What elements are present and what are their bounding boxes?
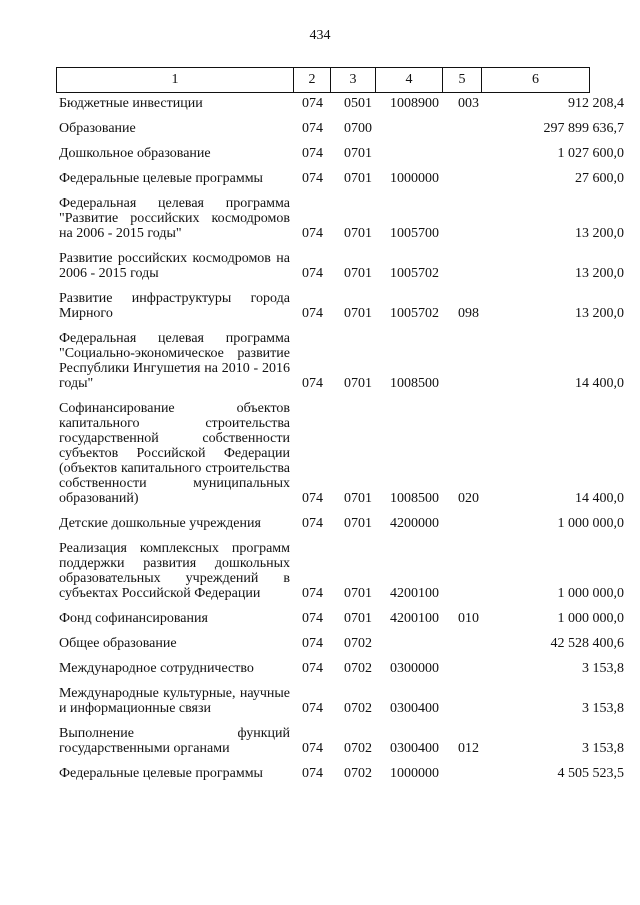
table-row [0,401,640,506]
table-row [0,171,640,186]
row-name: Дошкольное образование [59,146,211,161]
row-col-2: 074 [302,121,323,136]
row-amount: 14 400,0 [575,376,624,391]
row-col-3: 0701 [344,586,372,601]
row-amount: 42 528 400,6 [550,636,624,651]
row-amount: 1 000 000,0 [557,586,624,601]
row-name: Развитие инфраструктуры города Мирного [59,291,290,321]
header-col-6: 6 [482,68,590,93]
row-col-2: 074 [302,491,323,506]
budget-table-body [0,96,640,791]
row-name: Международное сотрудничество [59,661,254,676]
header-col-2: 2 [294,68,331,93]
row-name: Фонд софинансирования [59,611,208,626]
row-col-2: 074 [302,306,323,321]
row-name: Развитие российских космодромов на 2006 - 2015 годы [59,251,290,281]
row-amount: 3 153,8 [582,741,624,756]
row-col-4: 4200000 [390,516,439,531]
row-col-2: 074 [302,171,323,186]
row-col-2: 074 [302,741,323,756]
row-amount: 1 027 600,0 [557,146,624,161]
row-col-4: 1005702 [390,306,439,321]
row-amount: 13 200,0 [575,306,624,321]
row-col-3: 0700 [344,121,372,136]
row-amount: 1 000 000,0 [557,611,624,626]
row-col-3: 0501 [344,96,372,111]
table-row [0,251,640,281]
row-col-5: 012 [458,741,479,756]
row-amount: 912 208,4 [568,96,624,111]
row-name: Выполнение функций государственными органами [59,726,290,756]
row-col-3: 0702 [344,636,372,651]
row-col-4: 0300000 [390,661,439,676]
table-row [0,196,640,241]
row-amount: 4 505 523,5 [557,766,624,781]
row-col-3: 0702 [344,741,372,756]
row-col-2: 074 [302,661,323,676]
row-col-4: 1000000 [390,171,439,186]
table-row [0,766,640,781]
row-col-2: 074 [302,586,323,601]
row-col-2: 074 [302,636,323,651]
row-col-3: 0701 [344,611,372,626]
row-col-2: 074 [302,516,323,531]
row-col-5: 003 [458,96,479,111]
row-col-2: 074 [302,266,323,281]
row-amount: 13 200,0 [575,266,624,281]
row-amount: 13 200,0 [575,226,624,241]
header-col-3: 3 [331,68,376,93]
row-col-3: 0701 [344,491,372,506]
row-col-4: 4200100 [390,611,439,626]
row-col-4: 1005700 [390,226,439,241]
row-col-5: 020 [458,491,479,506]
row-col-3: 0701 [344,146,372,161]
row-amount: 1 000 000,0 [557,516,624,531]
row-name: Образование [59,121,136,136]
column-header-table [56,67,590,93]
row-col-2: 074 [302,96,323,111]
row-col-2: 074 [302,611,323,626]
row-col-3: 0701 [344,516,372,531]
row-amount: 27 600,0 [575,171,624,186]
row-name: Федеральная целевая программа "Социально-экономическое развитие Республики Ингушетия на 2010 - 2016 годы" [59,331,290,391]
row-amount: 297 899 636,7 [543,121,624,136]
row-name: Общее образование [59,636,177,651]
header-col-1: 1 [57,68,294,93]
row-col-3: 0702 [344,701,372,716]
row-col-5: 010 [458,611,479,626]
table-row [0,636,640,651]
row-name: Софинансирование объектов капитального строительства государственной собственности субъектов Российской Федерации (объектов капитального строительства собственности муниципальных образований) [59,401,290,506]
table-row [0,516,640,531]
table-row [0,146,640,161]
row-col-3: 0701 [344,226,372,241]
row-col-5: 098 [458,306,479,321]
row-col-4: 1008500 [390,491,439,506]
table-row [0,611,640,626]
row-col-3: 0701 [344,306,372,321]
row-col-4: 1005702 [390,266,439,281]
table-row [0,291,640,321]
row-col-4: 1000000 [390,766,439,781]
table-row [0,686,640,716]
row-col-4: 1008500 [390,376,439,391]
row-col-2: 074 [302,376,323,391]
row-col-3: 0702 [344,661,372,676]
table-row [0,541,640,601]
row-col-2: 074 [302,146,323,161]
row-col-2: 074 [302,701,323,716]
table-row [0,121,640,136]
table-row [0,96,640,111]
table-row [0,726,640,756]
header-col-5: 5 [443,68,482,93]
row-col-2: 074 [302,766,323,781]
row-col-3: 0701 [344,171,372,186]
row-name: Федеральные целевые программы [59,171,263,186]
row-col-3: 0701 [344,376,372,391]
row-name: Бюджетные инвестиции [59,96,203,111]
row-amount: 3 153,8 [582,661,624,676]
page-number: 434 [309,28,331,43]
table-row [0,661,640,676]
row-name: Детские дошкольные учреждения [59,516,261,531]
row-name: Международные культурные, научные и информационные связи [59,686,290,716]
row-name: Федеральная целевая программа "Развитие российских космодромов на 2006 - 2015 годы" [59,196,290,241]
row-col-3: 0701 [344,266,372,281]
row-amount: 14 400,0 [575,491,624,506]
row-name: Реализация комплексных программ поддержки развития дошкольных образовательных учреждений в субъектах Российской Федерации [59,541,290,601]
row-col-4: 0300400 [390,741,439,756]
row-col-4: 1008900 [390,96,439,111]
table-row [0,331,640,391]
row-amount: 3 153,8 [582,701,624,716]
row-col-4: 0300400 [390,701,439,716]
row-col-3: 0702 [344,766,372,781]
header-col-4: 4 [376,68,443,93]
row-col-2: 074 [302,226,323,241]
row-col-4: 4200100 [390,586,439,601]
row-name: Федеральные целевые программы [59,766,263,781]
